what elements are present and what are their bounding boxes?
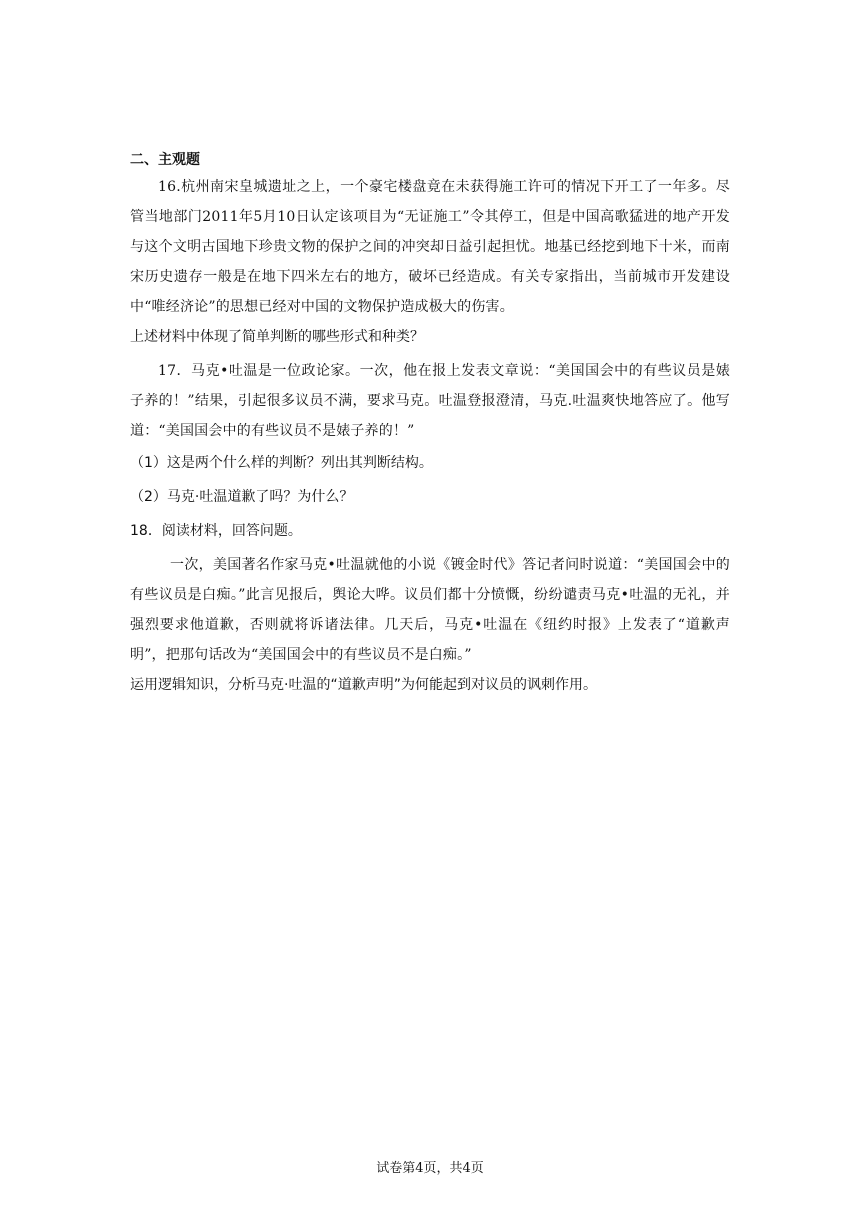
section-title: 二、主观题 — [130, 152, 200, 168]
question-18-intro: 18．阅读材料，回答问题。 — [130, 523, 302, 539]
page-content — [130, 150, 730, 700]
question-17-material: 17．马克•吐温是一位政论家。一次，他在报上发表文章说：“美国国会中的有些议员是婊子养的！”结果，引起很多议员不满，要求马克。吐温登报澄清，马克.吐温爽快地答应了。他写道：“美国国会中的有些议员不是婊子养的！” — [130, 363, 730, 439]
page-footer: 试卷第4页，共4页 — [376, 1161, 484, 1176]
question-17-subquestion-1: （1）这是两个什么样的判断？列出其判断结构。 — [130, 455, 433, 471]
question-17-subquestion-2: （2）马克·吐温道歉了吗？为什么？ — [130, 489, 354, 505]
question-16-prompt: 上述材料中体现了简单判断的哪些形式和种类？ — [130, 329, 424, 345]
question-18-prompt: 运用逻辑知识，分析马克·吐温的“道歉声明”为何能起到对议员的讽刺作用。 — [130, 677, 597, 693]
question-16-material: 16.杭州南宋皇城遗址之上，一个豪宅楼盘竟在未获得施工许可的情况下开工了一年多。尽管当地部门2011年5月10日认定该项目为“无证施工”令其停工，但是中国高歌猛进的地产开发与这个文明古国地下珍贵文物的保护之间的冲突却日益引起担忧。地基已经挖到地下十米，而南宋历史遗存一般是在地下四米左右的地方，破坏已经造成。有关专家指出，当前城市开发建设中“唯经济论”的思想已经对中国的文物保护造成极大的伤害。 — [130, 179, 730, 315]
question-18-material: 一次，美国著名作家马克•吐温就他的小说《镀金时代》答记者问时说道：“美国国会中的有些议员是白痴。”此言见报后，舆论大哗。议员们都十分愤慨，纷纷谴责马克•吐温的无礼，并强烈要求他道歉，否则就将诉诸法律。几天后，马克•吐温在《纽约时报》上发表了“道歉声明”，把那句话改为“美国国会中的有些议员不是白痴。” — [130, 557, 730, 663]
